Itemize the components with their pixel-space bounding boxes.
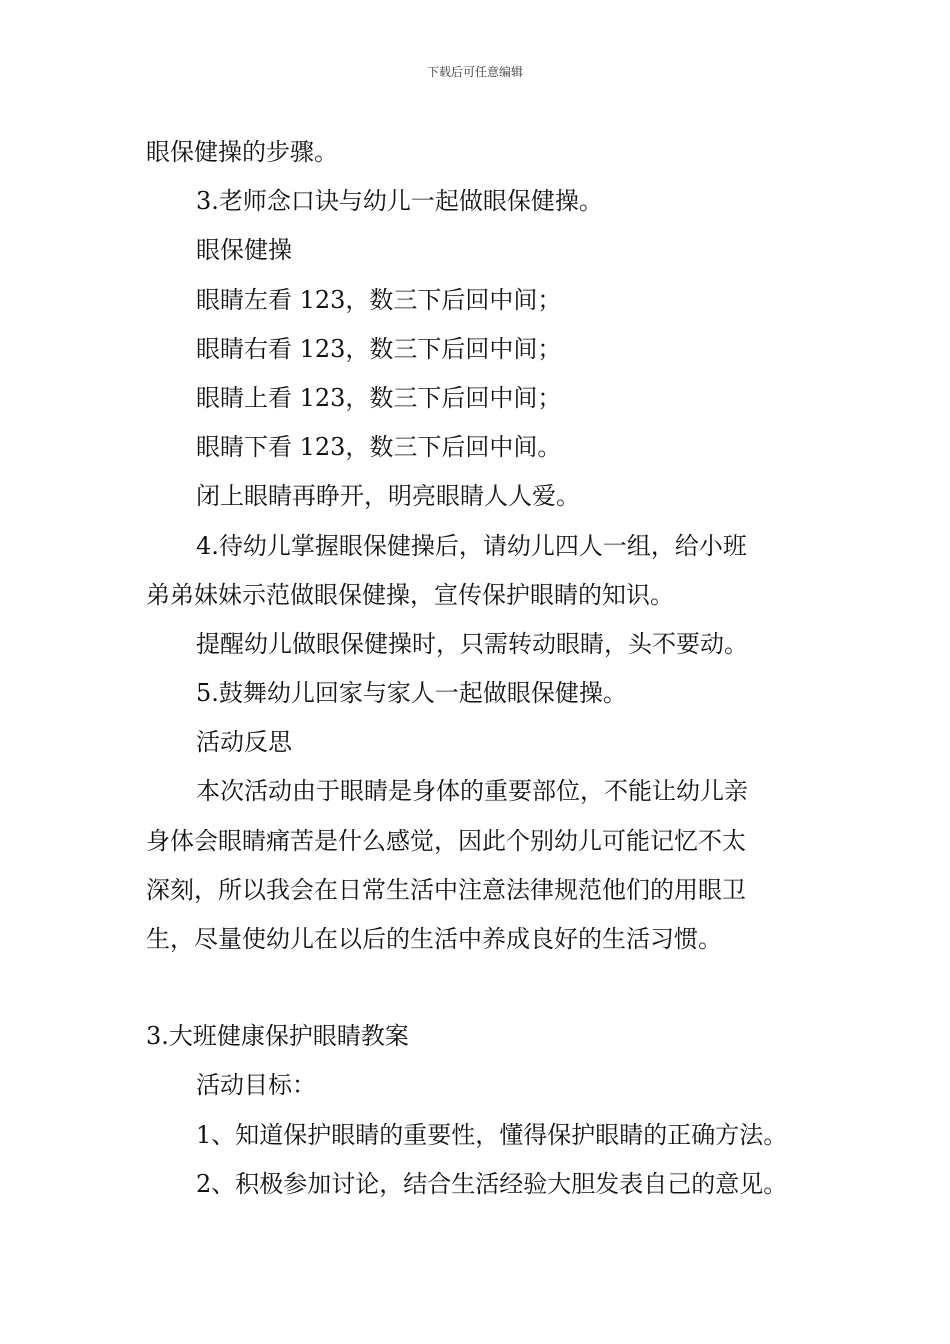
paragraph-line: 1、知道保护眼睛的重要性，懂得保护眼睛的正确方法。 [196,1120,788,1149]
paragraph-line: 3.老师念口诀与幼儿一起做眼保健操。 [196,187,603,216]
paragraph-line: 眼睛下看 123，数三下后回中间。 [196,433,562,462]
paragraph-line: 眼睛左看 123，数三下后回中间； [196,285,562,314]
section-gap [146,964,816,1012]
paragraph-line: 深刻，所以我会在日常生活中注意法律规范他们的用眼卫 [146,875,746,904]
paragraph-line: 4.待幼儿掌握眼保健操后，请幼儿四人一组，给小班 [196,531,747,560]
paragraph-line: 提醒幼儿做眼保健操时，只需转动眼睛，头不要动。 [196,629,748,658]
paragraph-line: 眼睛上看 123，数三下后回中间； [196,383,562,412]
paragraph-line: 5.鼓舞幼儿回家与家人一起做眼保健操。 [196,679,627,708]
paragraph-line: 2、积极参加讨论，结合生活经验大胆发表自己的意见。 [196,1169,788,1198]
section-subtitle: 活动反思 [196,728,292,757]
paragraph-line: 闭上眼睛再睁开，明亮眼睛人人爱。 [196,482,580,511]
section-title: 3.大班健康保护眼睛教案 [146,1022,409,1051]
paragraph-line: 本次活动由于眼睛是身体的重要部位，不能让幼儿亲 [196,777,748,806]
document-body [146,128,816,1209]
paragraph-line: 眼保健操的步骤。 [146,138,338,166]
page-header-note: 下载后可任意编辑 [426,65,523,79]
paragraph-line: 生，尽量使幼儿在以后的生活中养成良好的生活习惯。 [146,925,722,953]
paragraph-line: 眼睛右看 123，数三下后回中间； [196,334,562,363]
section-subtitle: 活动目标： [196,1071,316,1100]
section-subtitle: 眼保健操 [196,236,292,265]
paragraph-line: 弟弟妹妹示范做眼保健操，宣传保护眼睛的知识。 [146,580,674,609]
paragraph-line: 身体会眼睛痛苦是什么感觉，因此个别幼儿可能记忆不太 [146,826,746,855]
